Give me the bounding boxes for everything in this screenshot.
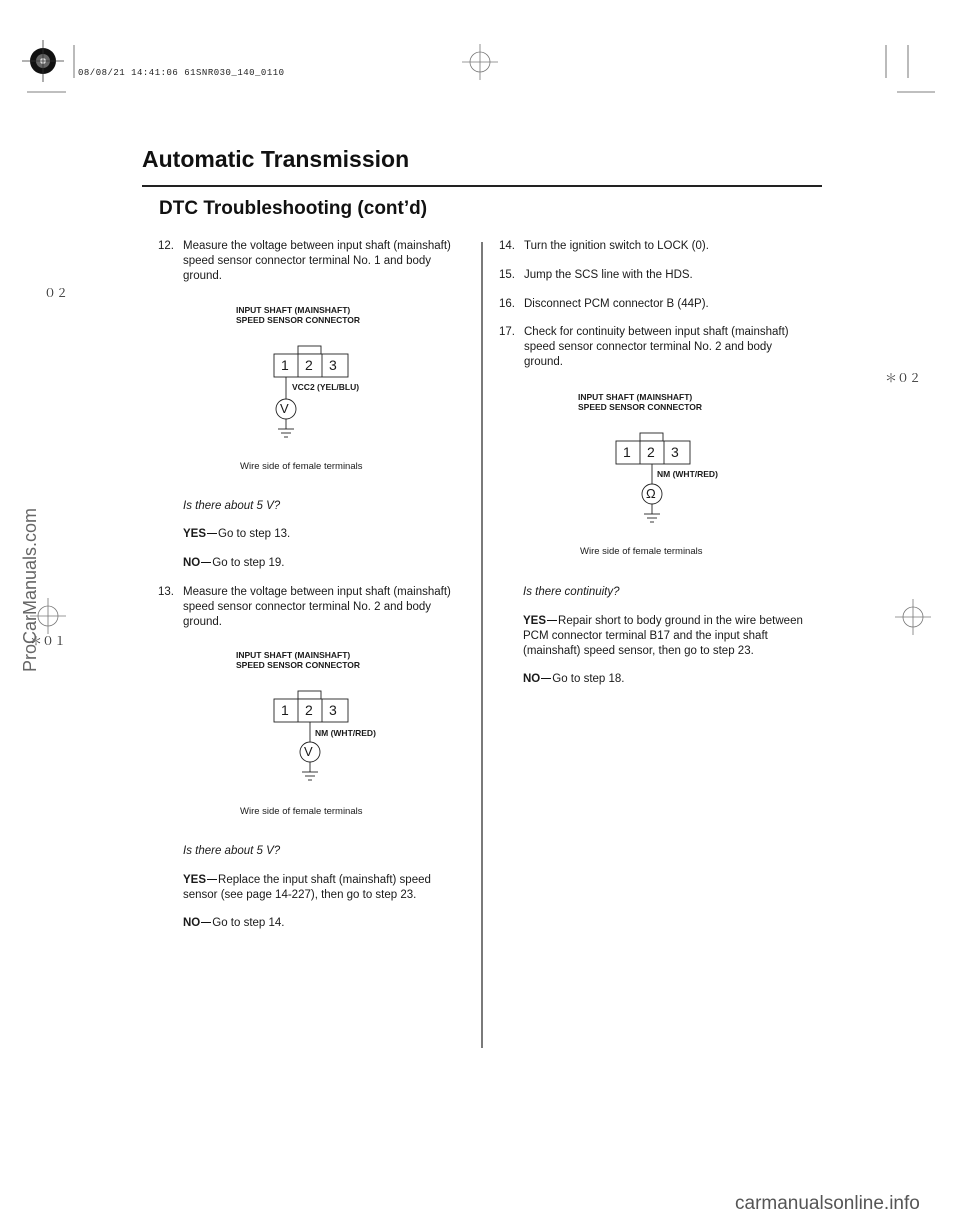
yes-label: YES (183, 874, 207, 886)
meter-symbol: V (304, 744, 313, 759)
answer-no-2 (183, 916, 473, 931)
answer-yes-3 (523, 614, 813, 659)
step-text: Measure the voltage between input shaft (mainshaft) speed sensor connector terminal No. 2 and body ground. (183, 586, 451, 628)
step-number: 15. (499, 269, 515, 281)
connector-diagram-3 (542, 392, 782, 562)
step-number: 16. (499, 298, 515, 310)
connector-latch (640, 433, 663, 441)
pin-3: 3 (329, 702, 337, 718)
no-text: Go to step 19. (212, 557, 285, 569)
connector-diagram-1 (200, 305, 440, 475)
margin-mark-left-bottom: ＊０１ (30, 634, 67, 648)
answer-yes-1 (183, 527, 473, 542)
answer-no-1 (183, 556, 473, 571)
margin-mark-right-mid: ＊０２ (885, 371, 922, 385)
page-title: Automatic Transmission (142, 146, 410, 172)
pin-3: 3 (329, 357, 337, 373)
step-number: 17. (499, 326, 515, 338)
wire-label: VCC2 (YEL/BLU) (292, 382, 360, 392)
step-text: Measure the voltage between input shaft (mainshaft) speed sensor connector terminal No. 1 and body ground. (183, 240, 451, 282)
answer-no-3 (523, 672, 813, 687)
title-rule (142, 185, 822, 187)
step-16 (499, 297, 809, 312)
wire-label: NM (WHT/RED) (315, 728, 376, 738)
step-14 (499, 239, 809, 254)
question-1: Is there about 5 V? (183, 500, 281, 512)
step-number: 13. (158, 586, 174, 598)
yes-text: Replace the input shaft (mainshaft) speed sensor (see page 14-227), then go to step 23. (183, 874, 431, 901)
pin-1: 1 (281, 702, 289, 718)
yes-label: YES (523, 615, 547, 627)
step-text: Jump the SCS line with the HDS. (524, 269, 693, 281)
step-text: Disconnect PCM connector B (44P). (524, 298, 709, 310)
pin-2: 2 (647, 444, 655, 460)
meter-symbol: Ω (646, 486, 656, 501)
connector-label: INPUT SHAFT (MAINSHAFT) SPEED SENSOR CONNECTOR (578, 392, 703, 412)
connector-label: INPUT SHAFT (MAINSHAFT) SPEED SENSOR CONNECTOR (236, 650, 361, 670)
step-number: 14. (499, 240, 515, 252)
yes-text: Repair short to body ground in the wire between PCM connector terminal B17 and the input shaft (mainshaft) speed sensor, then go to step 23. (523, 615, 803, 657)
footer-watermark: carmanualsonline.info (735, 1193, 920, 1214)
pin-1: 1 (623, 444, 631, 460)
section-subtitle: DTC Troubleshooting (cont’d) (159, 198, 428, 219)
no-label: NO (523, 673, 541, 685)
step-text: Check for continuity between input shaft (mainshaft) speed sensor connector terminal No. 2 and body ground. (524, 326, 789, 368)
step-12 (158, 239, 463, 284)
side-watermark: ProCarManuals.com (20, 507, 40, 672)
print-stamp: 08/08/21 14:41:06 61SNR030_140_0110 (78, 68, 285, 78)
yes-text: Go to step 13. (218, 528, 291, 540)
pin-3: 3 (671, 444, 679, 460)
step-number: 12. (158, 240, 174, 252)
meter-symbol: V (280, 401, 289, 416)
answer-yes-2 (183, 873, 458, 903)
connector-latch (298, 346, 321, 354)
wire-label: NM (WHT/RED) (657, 469, 718, 479)
diagram-caption: Wire side of female terminals (240, 806, 363, 817)
connector-label: INPUT SHAFT (MAINSHAFT) SPEED SENSOR CONNECTOR (236, 305, 361, 325)
diagram-caption: Wire side of female terminals (580, 546, 703, 557)
question-2: Is there about 5 V? (183, 845, 281, 857)
step-15 (499, 268, 809, 283)
connector-diagram-2 (200, 650, 440, 820)
margin-mark-left-top: ０２ (44, 286, 69, 300)
step-17 (499, 325, 809, 370)
yes-label: YES (183, 528, 207, 540)
connector-latch (298, 691, 321, 699)
no-label: NO (183, 917, 201, 929)
no-text: Go to step 14. (212, 917, 285, 929)
step-13 (158, 585, 463, 630)
question-3: Is there continuity? (523, 586, 620, 598)
no-label: NO (183, 557, 201, 569)
pin-2: 2 (305, 702, 313, 718)
diagram-caption: Wire side of female terminals (240, 461, 363, 472)
step-text: Turn the ignition switch to LOCK (0). (524, 240, 709, 252)
pin-2: 2 (305, 357, 313, 373)
pin-1: 1 (281, 357, 289, 373)
no-text: Go to step 18. (552, 673, 625, 685)
